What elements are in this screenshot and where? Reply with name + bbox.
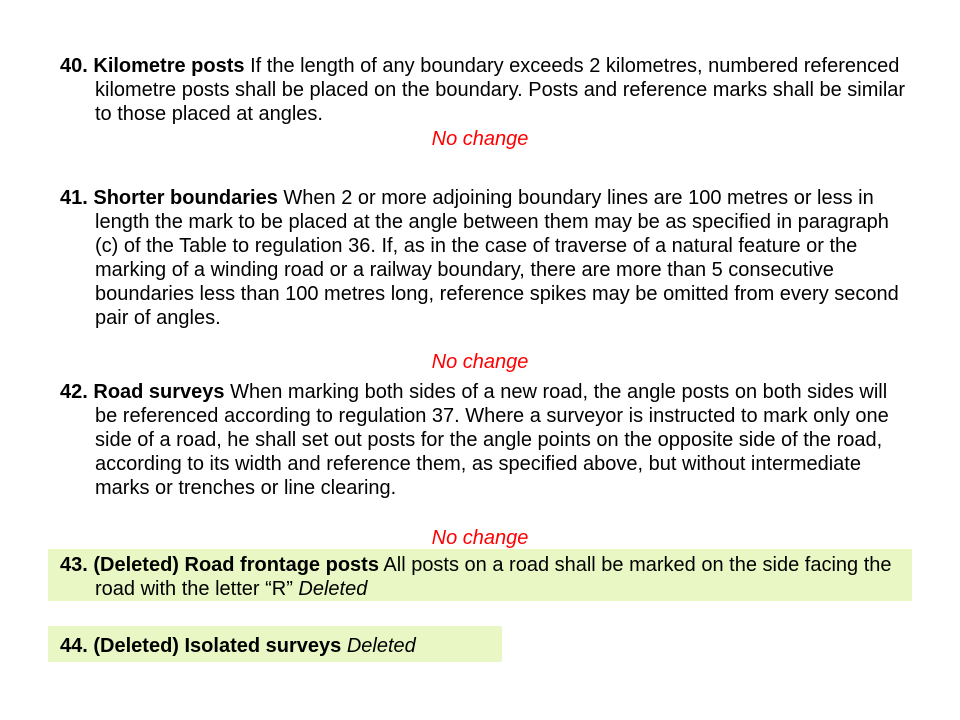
paragraph-43-text xyxy=(60,553,910,601)
paragraph-number: 40. xyxy=(60,55,88,77)
paragraph-42 xyxy=(60,380,910,500)
paragraph-body: When 2 or more adjoining boundary lines are 100 metres or less in length the mark to be placed at the angle between them may be as specified in paragraph (c) of the Table to regulation 36. If, as in the case of traverse of a natural feature or the marking of a winding road or a railway boundary, there are more than 5 consecutive boundaries less than 100 metres long, reference spikes may be omitted from every second pair of angles. xyxy=(95,187,899,329)
paragraph-title: Road surveys xyxy=(93,381,225,403)
paragraph-44 xyxy=(60,634,910,658)
paragraph-44-text xyxy=(60,634,910,658)
paragraph-41-text xyxy=(60,186,910,330)
paragraph-40-text xyxy=(60,54,910,126)
paragraph-body: When marking both sides of a new road, the angle posts on both sides will be referenced according to regulation 37. Where a surveyor is instructed to mark only one side of a road, he shall set out posts for the angle points on the opposite side of the road, according to its width and reference them, as specified above, but without intermediate marks or trenches or line clearing. xyxy=(95,381,889,499)
paragraph-41 xyxy=(60,186,910,330)
note-42: No change xyxy=(431,527,529,549)
paragraph-number: 41. xyxy=(60,187,88,209)
paragraph-body: All posts on a road shall be marked on the side facing the road with the letter “R” xyxy=(95,554,892,600)
paragraph-number: 43. xyxy=(60,554,88,576)
deleted-status: Deleted xyxy=(298,578,368,600)
paragraph-body: If the length of any boundary exceeds 2 kilometres, numbered referenced kilometre posts shall be placed on the boundary. Posts and reference marks shall be similar to those placed at angles. xyxy=(95,55,906,125)
paragraph-title: (Deleted) Isolated surveys xyxy=(93,635,342,657)
paragraph-40 xyxy=(60,54,910,126)
paragraph-42-text xyxy=(60,380,910,500)
note-40: No change xyxy=(431,128,529,150)
paragraph-43 xyxy=(60,553,910,601)
paragraph-number: 42. xyxy=(60,381,88,403)
note-41: No change xyxy=(431,351,529,373)
paragraph-title: Shorter boundaries xyxy=(93,187,278,209)
paragraph-number: 44. xyxy=(60,635,88,657)
paragraph-title: Kilometre posts xyxy=(93,55,245,77)
deleted-status: Deleted xyxy=(346,635,416,657)
paragraph-title: (Deleted) Road frontage posts xyxy=(93,554,379,576)
